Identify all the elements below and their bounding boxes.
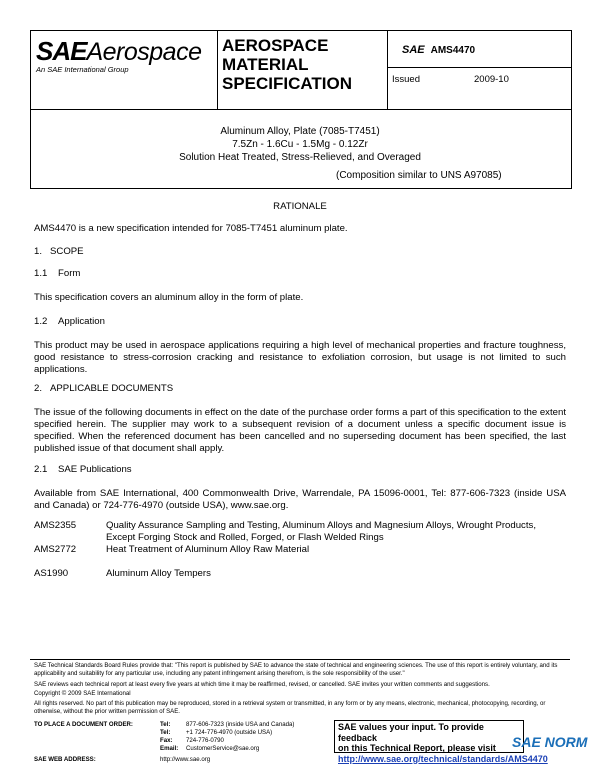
title-line: SPECIFICATION [222, 74, 353, 93]
footer-rights-note: All rights reserved. No part of this publication may be reproduced, stored in a retrieval system or transmitted, in any form or by any means, electronic, mechanical, photocopying, recording, or otherwise, without the prior written permission of SAE. [34, 700, 546, 715]
std-sae-mark: SAE [402, 44, 425, 56]
web-link[interactable]: http://www.sae.org [160, 756, 211, 763]
title-line: MATERIAL [222, 55, 309, 74]
paragraph: Available from SAE International, 400 Commonwealth Drive, Warrendale, PA 15096-0001, Tel: 877-606-7323 (inside USA and Canada) or 724-776-4970 (outside USA), www.sae.org. [34, 488, 566, 511]
feedback-text: SAE values your input. To provide feedback [338, 722, 484, 743]
email-label: Email: [160, 745, 179, 752]
order-label: TO PLACE A DOCUMENT ORDER: [34, 721, 133, 728]
footer-copyright: Copyright © 2009 SAE International [34, 690, 131, 697]
section-heading: 2. APPLICABLE DOCUMENTS [34, 383, 174, 394]
section-heading: 1. SCOPE [34, 246, 84, 257]
document-type-title [222, 36, 352, 93]
paragraph: This specification covers an aluminum alloy in the form of plate. [34, 292, 304, 303]
issued-date: 2009-10 [474, 74, 509, 85]
header-divider [387, 67, 571, 68]
paragraph: This product may be used in aerospace applications requiring a high level of mechanical properties and fracture toughness, good resistance to stress-corrosion cracking and resistance to exfoliation corrosion, but usage is not limited to such applications. [34, 340, 566, 375]
spec-title-line2: 7.5Zn - 1.6Cu - 1.5Mg - 0.12Zr [232, 139, 368, 150]
tel-value: 877-606-7323 (inside USA and Canada) [186, 721, 295, 728]
rationale-text: AMS4470 is a new specification intended for 7085-T7451 aluminum plate. [34, 223, 348, 234]
footer-divider [30, 659, 570, 660]
header-divider [217, 31, 218, 109]
spec-title-line1: Aluminum Alloy, Plate (7085-T7451) [220, 126, 380, 137]
footer-review-note: SAE reviews each technical report at least every five years at which time it may be reaffirmed, revised, or cancelled. SAE invites your written comments and suggestions. [34, 681, 490, 688]
feedback-text: on this Technical Report, please visit [338, 743, 496, 753]
subsection-heading: 1.1 Form [34, 268, 81, 279]
sae-aerospace-logo [36, 36, 202, 74]
logo-sae-text: SAE [36, 36, 87, 66]
logo-aerospace-text: Aerospace [86, 38, 202, 66]
standard-number [402, 44, 475, 56]
fax-value: 724-776-0790 [186, 737, 224, 744]
reference-title: Heat Treatment of Aluminum Alloy Raw Material [106, 544, 310, 555]
subsection-heading: 1.2 Application [34, 316, 105, 327]
email-link[interactable]: CustomerService@sae.org [186, 745, 260, 752]
rationale-heading: RATIONALE [273, 201, 327, 212]
feedback-link[interactable]: http://www.sae.org/technical/standards/AMS4470 [338, 753, 548, 764]
tel2-label: Tel: [160, 729, 171, 736]
issued-label: Issued [392, 74, 420, 85]
paragraph: The issue of the following documents in effect on the date of the purchase order forms a part of this specification to the extent specified herein. The supplier may work to a subsequent revision of a document unless a specific document issue is specified. When the referenced document has been cancelled and no superseding document has been specified, the last published issue of that document shall apply. [34, 407, 566, 454]
tel-label: Tel: [160, 721, 171, 728]
reference-code: AMS2772 [34, 544, 77, 555]
reference-code: AS1990 [34, 568, 69, 579]
header-divider [387, 31, 388, 109]
reference-title: Aluminum Alloy Tempers [106, 568, 211, 579]
reference-code: AMS2355 [34, 520, 77, 531]
title-line: AEROSPACE [222, 36, 329, 55]
sae-norm-watermark: SAE NORM [512, 734, 588, 750]
logo-subtitle: An SAE International Group [36, 65, 129, 74]
spec-title-line3: Solution Heat Treated, Stress-Relieved, and Overaged [179, 152, 421, 163]
footer-board-rules: SAE Technical Standards Board Rules provide that: "This report is published by SAE to advance the state of technical and engineering sciences. The use of this report is entirely voluntary, and its applicability and suitability for any particular use, including any patent infringement arising therefrom, is the sole responsibility of the user." [34, 662, 558, 677]
composition-note: (Composition similar to UNS A97085) [336, 170, 502, 181]
fax-label: Fax: [160, 737, 173, 744]
web-label: SAE WEB ADDRESS: [34, 756, 96, 763]
feedback-box [334, 720, 548, 764]
tel2-value: +1 724-776-4970 (outside USA) [186, 729, 273, 736]
std-number-text: AMS4470 [430, 45, 476, 56]
subsection-heading: 2.1 SAE Publications [34, 464, 132, 475]
reference-title: Quality Assurance Sampling and Testing, Aluminum Alloys and Magnesium Alloys, Wrought Products, Except Forging Stock and Rolled, Forged, or Flash Welded Rings [106, 520, 536, 543]
